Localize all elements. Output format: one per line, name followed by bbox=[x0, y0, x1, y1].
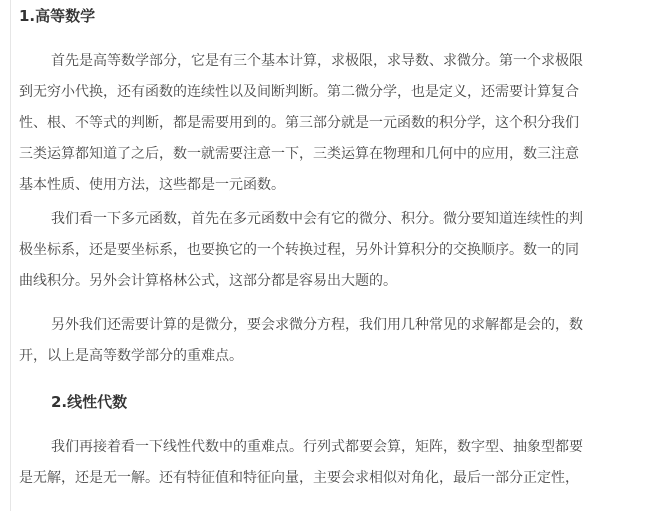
paragraph-line: 我们再接着看一下线性代数中的重难点。行列式都要会算，矩阵，数字型、抽象型都要 bbox=[51, 439, 583, 455]
paragraph-1 bbox=[19, 46, 583, 201]
paragraph-line: 是无解，还是无一解。还有特征值和特征向量，主要会求相似对角化，最后一部分正定性， bbox=[19, 470, 579, 486]
paragraph-line: 三类运算都知道了之后，数一就需要注意一下，三类运算在物理和几何中的应用，数三注意 bbox=[19, 146, 579, 162]
paragraph-line: 基本性质、使用方法，这些都是一元函数。 bbox=[19, 177, 285, 193]
left-border-line bbox=[10, 0, 11, 511]
section-heading-2: 2.线性代数 bbox=[51, 393, 128, 411]
paragraph-2 bbox=[19, 204, 583, 297]
paragraph-line: 我们看一下多元函数，首先在多元函数中会有它的微分、积分。微分要知道连续性的判 bbox=[51, 211, 583, 227]
paragraph-line: 开，以上是高等数学部分的重难点。 bbox=[19, 348, 243, 364]
section-heading-1: 1.高等数学 bbox=[19, 7, 96, 25]
paragraph-line: 到无穷小代换，还有函数的连续性以及间断判断。第二微分学，也是定义，还需要计算复合 bbox=[19, 84, 579, 100]
paragraph-line: 首先是高等数学部分，它是有三个基本计算，求极限，求导数、求微分。第一个求极限 bbox=[51, 53, 583, 69]
paragraph-line: 另外我们还需要计算的是微分，要会求微分方程，我们用几种常见的求解都是会的，数 bbox=[51, 317, 583, 333]
paragraph-3 bbox=[19, 310, 583, 372]
paragraph-line: 极坐标系，还是要坐标系，也要换它的一个转换过程，另外计算积分的交换顺序。数一的同 bbox=[19, 242, 579, 258]
paragraph-line: 曲线积分。另外会计算格林公式，这部分都是容易出大题的。 bbox=[19, 273, 397, 289]
paragraph-4 bbox=[19, 432, 583, 494]
paragraph-line: 性、根、不等式的判断，都是需要用到的。第三部分就是一元函数的积分学，这个积分我们 bbox=[19, 115, 579, 131]
